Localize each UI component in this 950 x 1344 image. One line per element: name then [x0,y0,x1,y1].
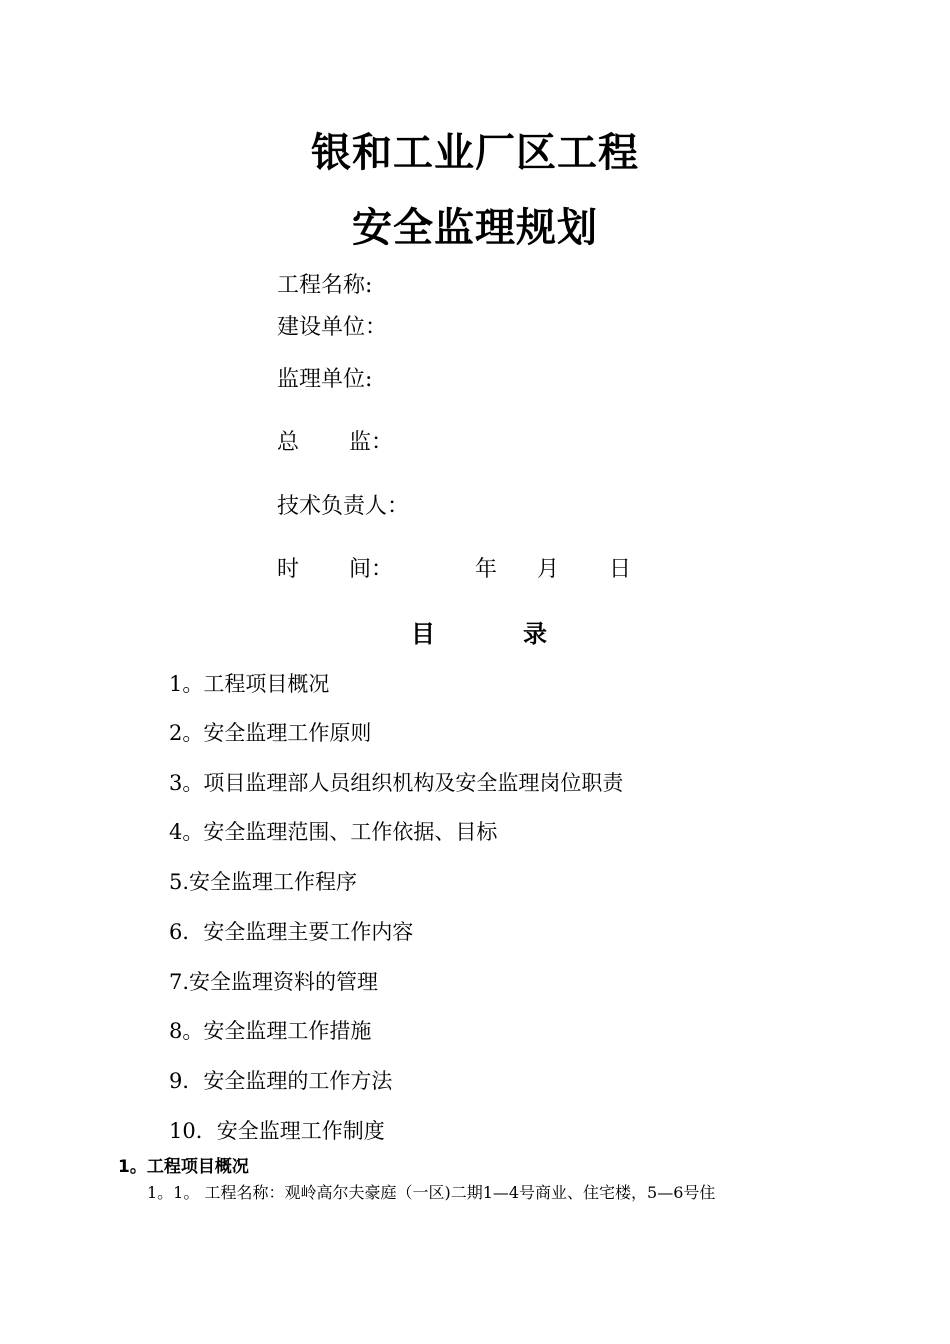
section-heading: 1。工程项目概况 [118,1157,249,1177]
month-label: 月 [537,557,560,582]
toc-item: 1。工程项目概况 [169,672,330,696]
toc-heading-char1: 目 [411,620,435,648]
chief-label-char2: 监： [349,430,394,455]
toc-heading-char2: 录 [523,620,547,648]
chief-label-char1: 总 [277,430,300,455]
toc-item: 7.安全监理资料的管理 [169,970,379,994]
toc-item: 5.安全监理工作程序 [169,870,358,894]
toc-item: 8。安全监理工作措施 [169,1019,372,1043]
document-title-line2: 安全监理规划 [352,205,598,251]
time-label-char1: 时 [277,557,300,582]
toc-item: 9．安全监理的工作方法 [169,1069,393,1093]
document-title-line1: 银和工业厂区工程 [311,130,639,176]
tech-lead-label: 技术负责人： [277,494,410,519]
date-row [277,555,631,585]
toc-item: 6．安全监理主要工作内容 [169,920,414,944]
time-label-char2: 间： [349,557,394,582]
chief-supervisor-label [277,428,393,458]
supervisor-unit-label: 监理单位: [277,367,373,392]
section-paragraph: 1。1。 工程名称：观岭高尔夫豪庭（一区)二期1—4号商业、住宅楼，5—6号住 [147,1183,716,1202]
project-name-label: 工程名称: [277,273,373,298]
owner-unit-label: 建设单位： [277,315,388,340]
toc-item: 2。安全监理工作原则 [169,721,372,745]
toc-item: 4。安全监理范围、工作依据、目标 [169,820,498,844]
toc-item: 10．安全监理工作制度 [169,1119,385,1143]
year-label: 年 [475,557,498,582]
toc-item: 3。项目监理部人员组织机构及安全监理岗位职责 [169,771,624,795]
day-label: 日 [609,557,632,582]
toc-heading [411,618,547,650]
